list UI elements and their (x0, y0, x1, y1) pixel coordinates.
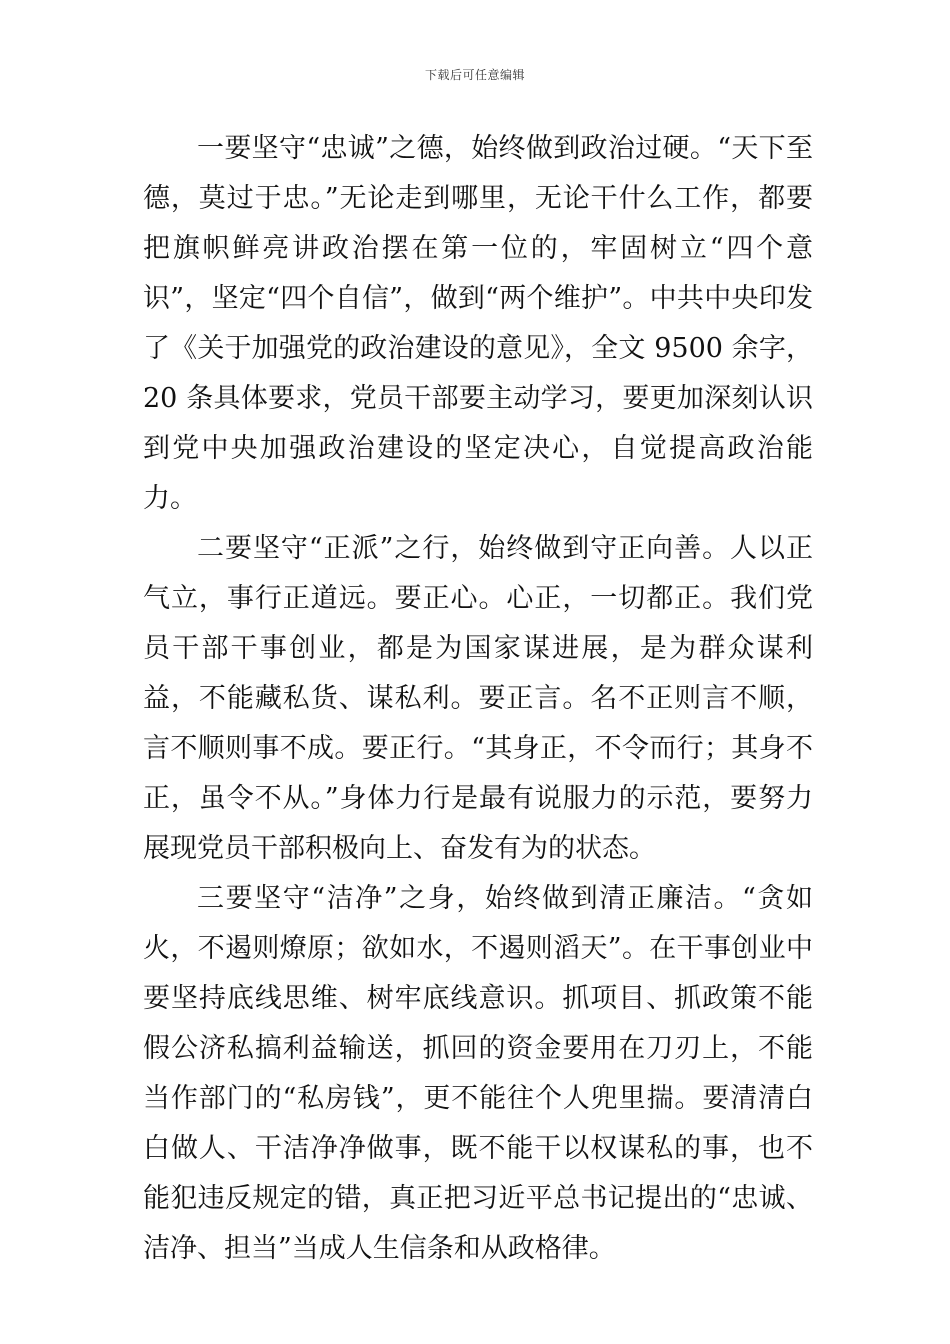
paragraph-1: 一要坚守“忠诚”之德，始终做到政治过硬。“天下至德，莫过于忠。”无论走到哪里，无论干什么工作，都要把旗帜鲜亮讲政治摆在第一位的，牢固树立“四个意识”，坚定“四个自信”，做到“两个维护”。中共中央印发了《关于加强党的政治建设的意见》，全文 9500 余字，20 条具体要求，党员干部要主动学习，要更加深刻认识到党中央加强政治建设的坚定决心，自觉提高政治能力。 (143, 133, 813, 514)
paragraph-3: 三要坚守“洁净”之身，始终做到清正廉洁。“贪如火，不遏则燎原；欲如水，不遏则滔天”。在干事创业中要坚持底线思维、树牢底线意识。抓项目、抓政策不能假公济私搞利益输送，抓回的资金要用在刀刃上，不能当作部门的“私房钱”，更不能往个人兜里揣。要清清白白做人、干洁净净做事，既不能干以权谋私的事，也不能犯违反规定的错，真正把习近平总书记提出的“忠诚、洁净、担当”当成人生信条和从政格律。 (143, 883, 813, 1264)
header-note: 下载后可任意编辑 (424, 68, 525, 82)
paragraph-2: 二要坚守“正派”之行，始终做到守正向善。人以正气立，事行正道远。要正心。心正，一切都正。我们党员干部干事创业，都是为国家谋进展，是为群众谋利益，不能藏私货、谋私利。要正言。名不正则言不顺，言不顺则事不成。要正行。“其身正，不令而行；其身不正，虽令不从。”身体力行是最有说服力的示范，要努力展现党员干部积极向上、奋发有为的状态。 (143, 533, 813, 864)
document-body (143, 124, 813, 1274)
